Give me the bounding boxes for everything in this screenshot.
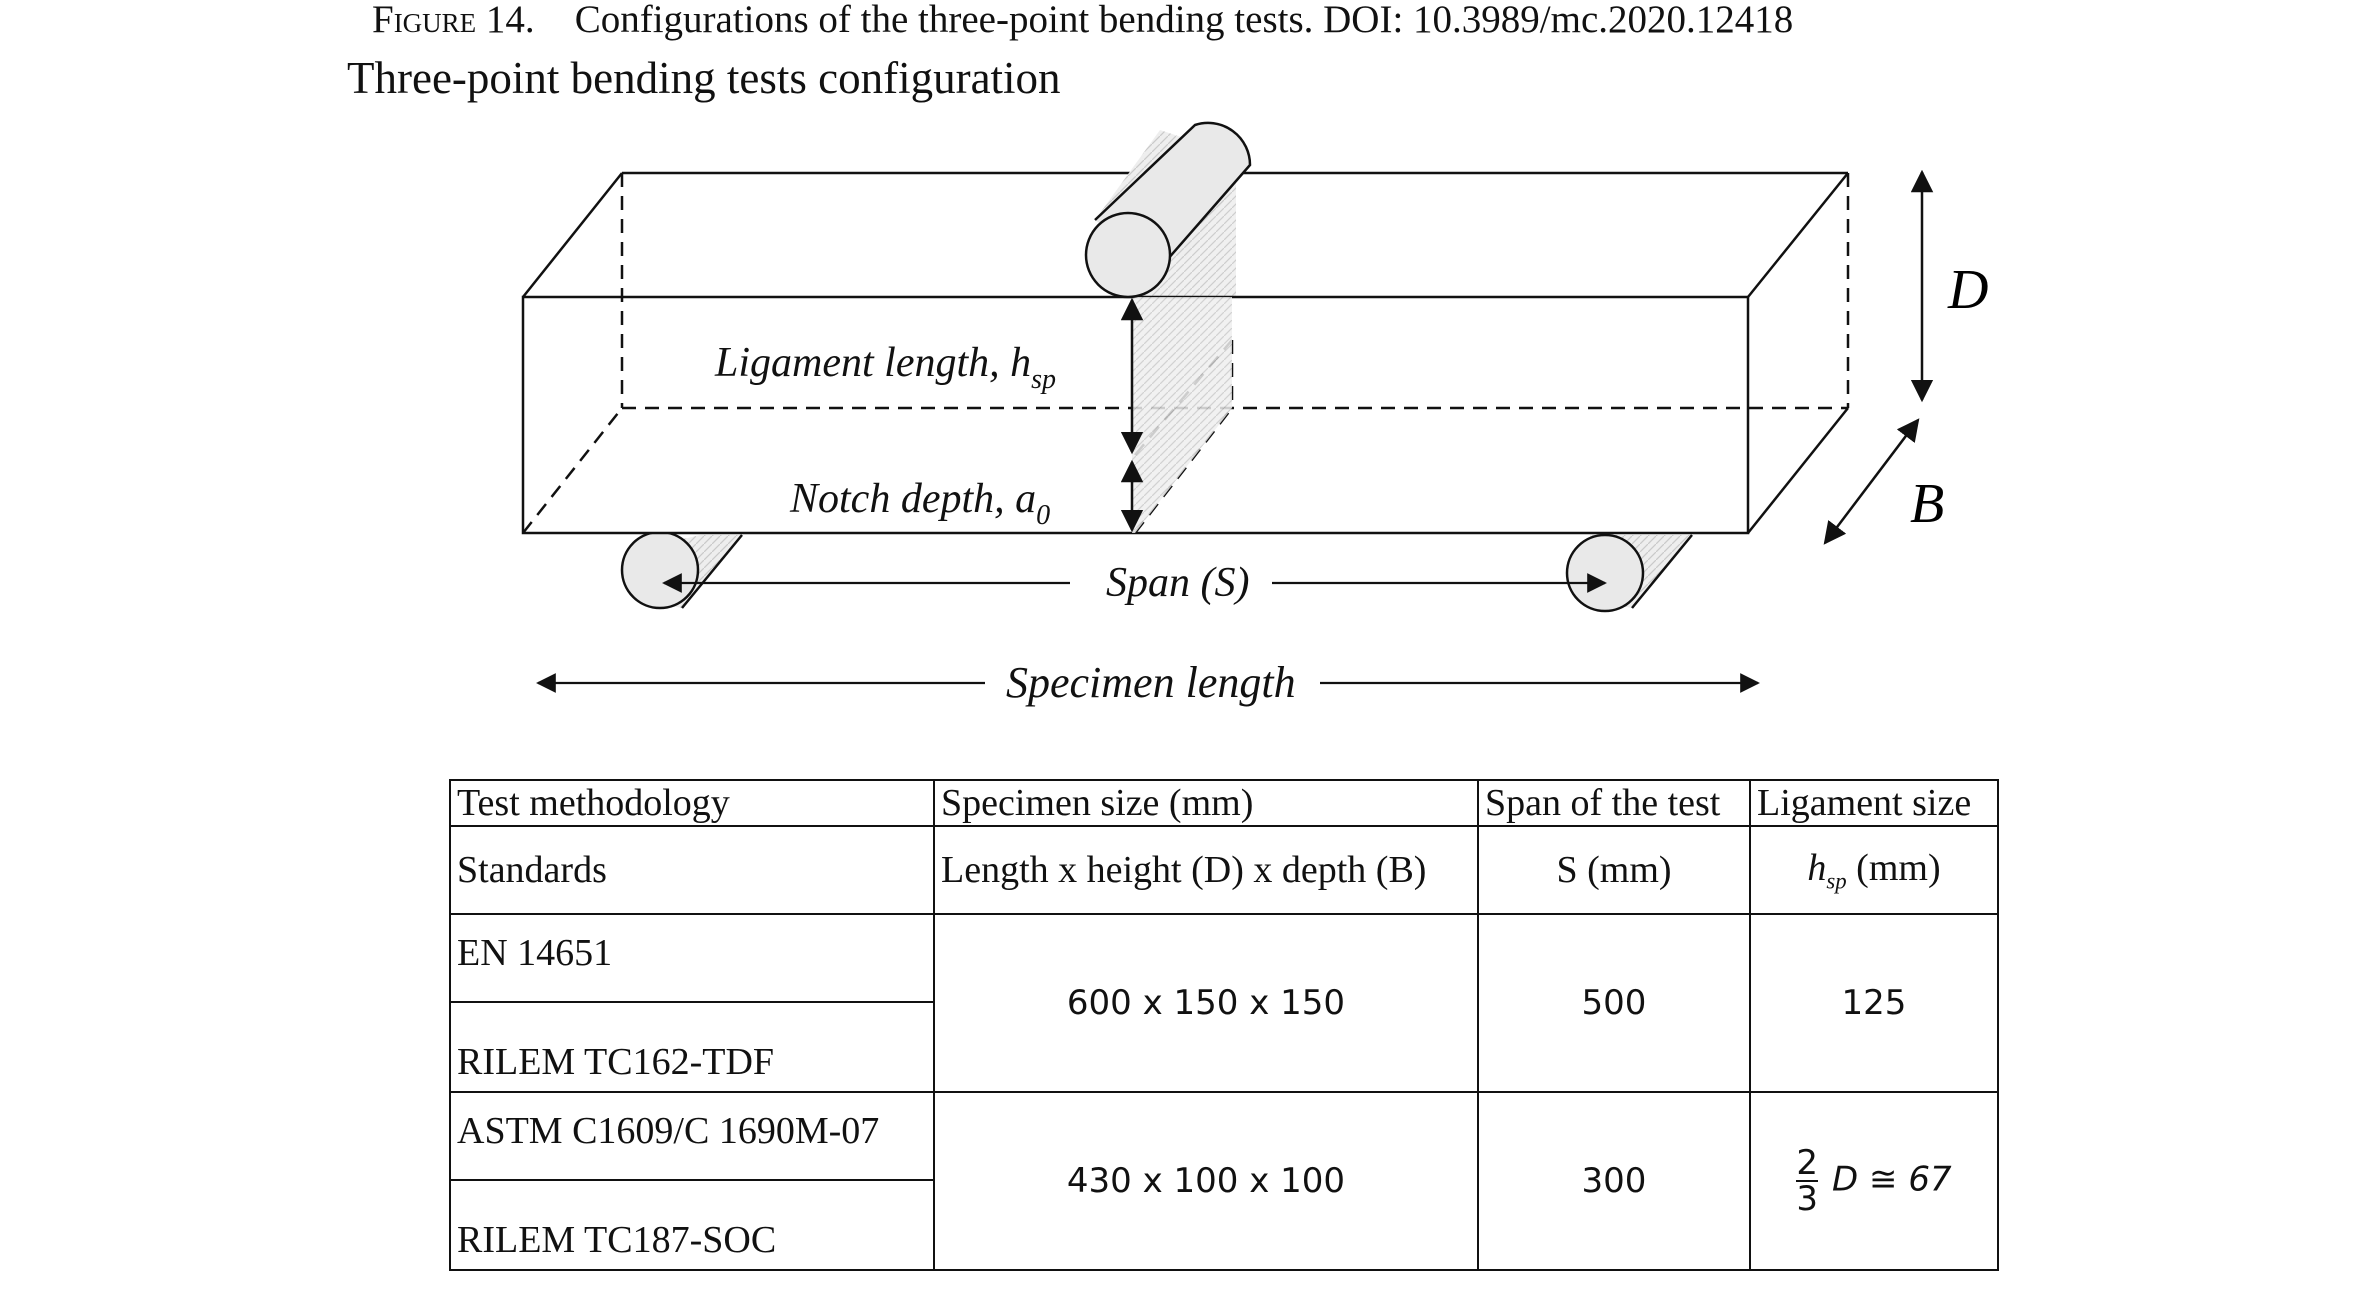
subheader-span-unit: S (mm) — [1478, 826, 1750, 914]
subheader-ligament-unit: $h_{sp}$ (mm) — [1750, 826, 1998, 914]
standard-name: RILEM TC162-TDF — [457, 1041, 775, 1083]
figure-label: Figure 14. — [372, 0, 535, 41]
span-cell: 500 — [1478, 914, 1750, 1092]
header-specimen-size: Specimen size (mm) — [934, 780, 1478, 826]
header-ligament: Ligament size — [1750, 780, 1998, 826]
notch-label: Notch depth, $a_0$ — [790, 476, 1051, 531]
span-cell: 300 — [1478, 1092, 1750, 1270]
standard-name: EN 14651 — [451, 915, 933, 1003]
standard-name: RILEM TC187-SOC — [457, 1219, 777, 1261]
left-support-roller — [622, 532, 742, 608]
specimen-length-label: Specimen length — [1006, 658, 1296, 707]
test-parameters-table — [449, 779, 1999, 1271]
specimen-size-cell: 600 x 150 x 150 — [934, 914, 1478, 1092]
header-span: Span of the test — [1478, 780, 1750, 826]
table-row — [450, 914, 1998, 1092]
standards-cell — [450, 1092, 934, 1270]
standards-cell — [450, 914, 934, 1092]
ligament-cell: $\frac{2}{3}$ D ≅ 67 — [1750, 1092, 1998, 1270]
specimen-size-cell: 430 x 100 x 100 — [934, 1092, 1478, 1270]
ligament-cell: 125 — [1750, 914, 1998, 1092]
caption-text: Configurations of the three-point bending tests. DOI: 10.3989/mc.2020.12418 — [574, 0, 1794, 41]
ligament-fraction: $\frac{2}{3}$ — [1796, 1143, 1819, 1219]
table-subheader-row — [450, 826, 1998, 914]
standard-name: ASTM C1609/C 1690M-07 — [451, 1093, 933, 1181]
right-support-roller — [1567, 535, 1692, 611]
figure-subtitle: Three-point bending tests configuration — [347, 53, 1061, 103]
table-row — [450, 1092, 1998, 1270]
subheader-dimensions: Length x height (D) x depth (B) — [934, 826, 1478, 914]
header-test-methodology: Test methodology — [450, 780, 934, 826]
width-symbol: B — [1910, 473, 1945, 535]
width-arrow — [1825, 420, 1918, 543]
subheader-standards: Standards — [450, 826, 934, 914]
table-header-row — [450, 780, 1998, 826]
ligament-label: Ligament length, $h_{sp}$ — [715, 340, 1057, 395]
span-label: Span (S) — [1106, 560, 1250, 606]
depth-symbol: D — [1948, 259, 1989, 321]
